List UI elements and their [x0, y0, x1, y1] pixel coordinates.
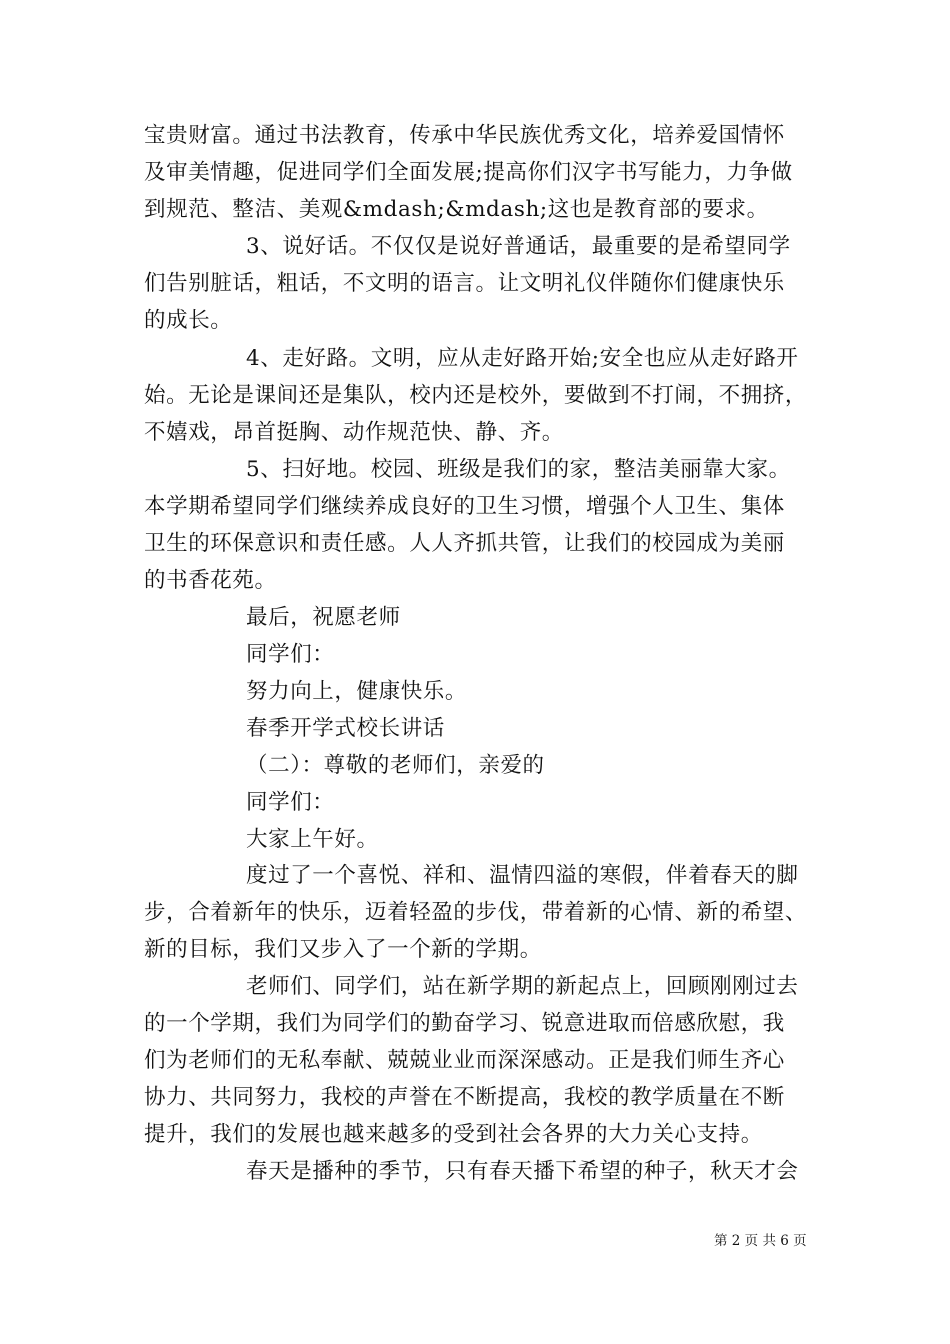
body-text-line: 本学期希望同学们继续养成良好的卫生习惯，增强个人卫生、集体	[144, 494, 785, 519]
body-text-line: 们为老师们的无私奉献、兢兢业业而深深感动。正是我们师生齐心	[144, 1048, 785, 1073]
body-text-line: 度过了一个喜悦、祥和、温情四溢的寒假，伴着春天的脚	[246, 863, 799, 888]
body-text-line: 春天是播种的季节，只有春天播下希望的种子，秋天才会	[246, 1159, 799, 1184]
body-text-line: 的书香花苑。	[144, 568, 277, 593]
body-text-line: 同学们：	[246, 790, 335, 815]
body-text-line: 老师们、同学们，站在新学期的新起点上，回顾刚刚过去	[246, 974, 799, 999]
body-text-line: 新的目标，我们又步入了一个新的学期。	[144, 937, 542, 962]
body-text-line: （二）：尊敬的老师们，亲爱的	[246, 753, 545, 778]
body-text-line: 到规范、整洁、美观&mdash;&mdash;这也是教育部的要求。	[144, 197, 769, 222]
body-text-line: 大家上午好。	[246, 827, 379, 852]
page-number-footer: 第 2 页 共 6 页	[714, 1233, 807, 1249]
body-text-line: 最后，祝愿老师	[246, 605, 401, 630]
body-text-line: 春季开学式校长讲话	[246, 716, 445, 741]
body-text-line: 同学们：	[246, 642, 335, 667]
body-text-line: 步，合着新年的快乐，迈着轻盈的步伐，带着新的心情、新的希望、	[144, 900, 808, 925]
body-text-line: 努力向上，健康快乐。	[246, 679, 468, 704]
body-text-line: 宝贵财富。通过书法教育，传承中华民族优秀文化，培养爱国情怀	[144, 123, 785, 148]
body-text-line: 们告别脏话，粗话，不文明的语言。让文明礼仪伴随你们健康快乐	[144, 271, 785, 296]
body-text-line: 及审美情趣，促进同学们全面发展;提高你们汉字书写能力，力争做	[144, 160, 793, 185]
body-text-line: 卫生的环保意识和责任感。人人齐抓共管，让我们的校园成为美丽	[144, 531, 785, 556]
body-text-line: 的成长。	[144, 308, 233, 333]
body-text-line: 5、扫好地。校园、班级是我们的家，整洁美丽靠大家。	[246, 457, 791, 482]
body-text-line: 始。无论是课间还是集队，校内还是校外，要做到不打闹，不拥挤，	[144, 383, 808, 408]
body-text-line: 不嬉戏，昂首挺胸、动作规范快、静、齐。	[144, 420, 564, 445]
body-text-line: 3、说好话。不仅仅是说好普通话，最重要的是希望同学	[246, 234, 791, 259]
body-text-line: 4、走好路。文明，应从走好路开始;安全也应从走好路开	[246, 346, 799, 371]
body-text-line: 的一个学期，我们为同学们的勤奋学习、锐意进取而倍感欣慰，我	[144, 1011, 785, 1036]
body-text-line: 协力、共同努力，我校的声誉在不断提高，我校的教学质量在不断	[144, 1085, 785, 1110]
body-text-line: 提升，我们的发展也越来越多的受到社会各界的大力关心支持。	[144, 1122, 763, 1147]
